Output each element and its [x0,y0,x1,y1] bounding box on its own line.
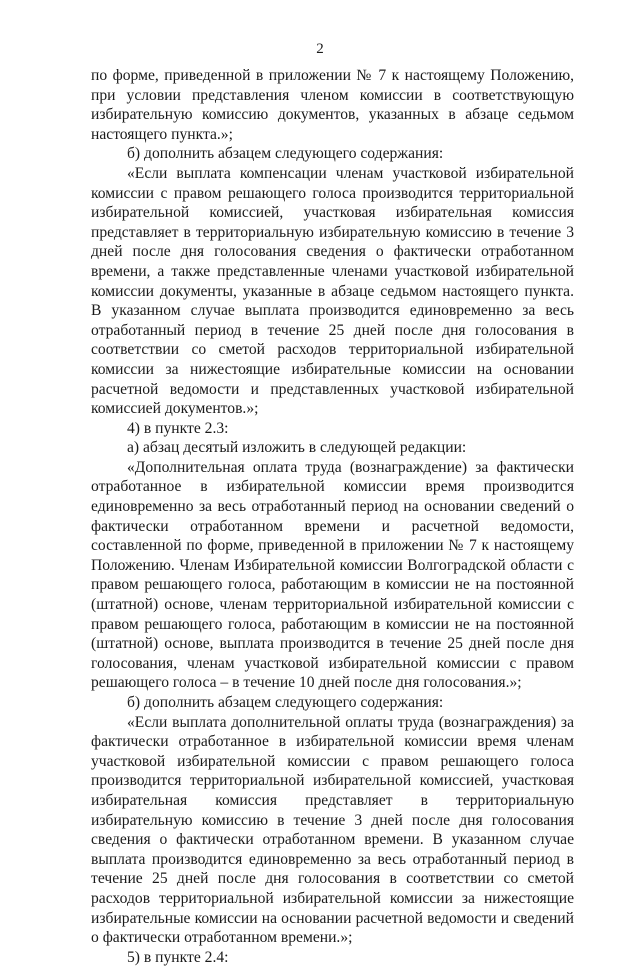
paragraph-subitem-b: б) дополнить абзацем следующего содержания: [127,145,444,163]
paragraph-quoted-compensation: «Если выплата компенсации членам участковой избирательной комиссии с правом решающего голоса производится территориальной избирательной комиссией, участковая избирательная комиссия представляет в территориальную избирательную комиссию в течение 3 дней после дня голосования сведения о фактически отработанном времени, а также представленные членами участковой избирательной комиссии документы, указанные в абзаце седьмом настоящего пункта. В указанном случае выплата производится единовременно за весь отработанный период в течение 25 дней после дня голосования в соответствии со сметой расходов территориальной избирательной комиссии за нижестоящие избирательные комиссии на основании расчетной ведомости и представленных участковой избирательной комиссией документов.»; [91,164,574,418]
paragraph-subitem-a: а) абзац десятый изложить в следующей редакции: [127,439,467,457]
paragraph-item-5: 5) в пункте 2.4: [127,948,229,966]
paragraph-quoted-additional-pay-territorial: «Если выплата дополнительной оплаты труда (вознаграждения) за фактически отработанное в избирательной комиссии время членам участковой избирательной комиссии с правом решающего голоса производится территориальной избирательной комиссией, участковая избирательная комиссия представляет в территориальную избирательную комиссию в течение 3 дней после дня голосования сведения о фактически отработанном времени. В указанном случае выплата производится единовременно за весь отработанный период в течение 25 дней после дня голосования в соответствии со сметой расходов территориальной избирательной комиссии за нижестоящие избирательные комиссии на основании расчетной ведомости и сведений о фактически отработанном времени.»; [91,713,574,947]
paragraph-subitem-b-2: б) дополнить абзацем следующего содержания: [127,694,444,711]
paragraph-item-4: 4) в пункте 2.3: [127,419,229,437]
paragraph-quoted-additional-pay: «Дополнительная оплата труда (вознаграждение) за фактически отработанное в избирательной комиссии время производится единовременно за весь отработанный период на основании сведений о фактически отработанном времени и расчетной ведомости, составленной по форме, приведенной в приложении № 7 к настоящему Положению. Членам Избирательной комиссии Волгоградской области с правом решающего голоса, работающим в комиссии не на постоянной (штатной) основе, членам территориальной избирательной комиссии с правом решающего голоса, работающим в комиссии не на постоянной (штатной) основе, выплата производится в течение 25 дней после дня голосования, членам участковой избирательной комиссии с правом решающего голоса – в течение 10 дней после дня голосования.»; [91,458,574,692]
page-number: 2 [316,41,324,57]
document-body [91,66,574,967]
paragraph-continuation: по форме, приведенной в приложении № 7 к настоящему Положению, при условии представления членом комиссии в соответствующую избирательную комиссию документов, указанных в абзаце седьмом настоящего пункта.»; [91,67,574,143]
